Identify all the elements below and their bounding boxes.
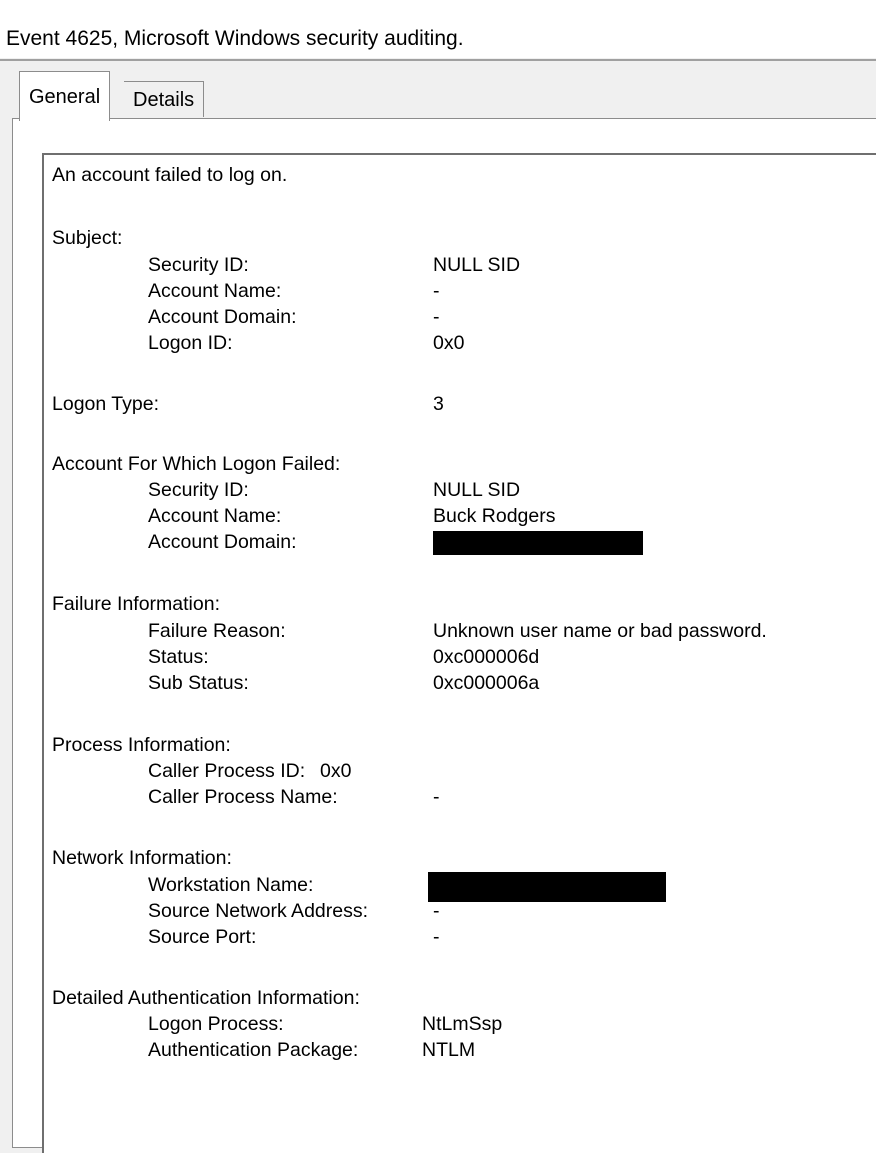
event-description-textbox[interactable]: [42, 153, 876, 1153]
workstation-name-redaction: [428, 872, 666, 902]
source-port-value: -: [433, 926, 440, 948]
source-network-address-label: Source Network Address:: [148, 900, 369, 922]
header-divider: [0, 59, 876, 61]
event-header: [0, 0, 876, 58]
failed-account-heading: Account For Which Logon Failed:: [52, 453, 341, 475]
network-info-heading: Network Information:: [52, 847, 232, 869]
failed-security-id-value: NULL SID: [433, 479, 521, 501]
logon-process-value: NtLmSsp: [422, 1013, 503, 1035]
failure-info-heading: Failure Information:: [52, 593, 220, 615]
event-title: Event 4625, Microsoft Windows security auditing.: [6, 27, 464, 50]
subject-account-name-value: -: [433, 280, 440, 302]
auth-package-value: NTLM: [422, 1039, 476, 1061]
failed-account-name-value: Buck Rodgers: [433, 505, 556, 527]
failure-status-label: Status:: [148, 646, 209, 668]
subject-account-name-label: Account Name:: [148, 280, 282, 302]
subject-security-id-label: Security ID:: [148, 254, 249, 276]
subject-logon-id-label: Logon ID:: [148, 332, 233, 354]
workstation-name-label: Workstation Name:: [148, 874, 314, 896]
failure-reason-value: Unknown user name or bad password.: [433, 620, 767, 642]
failed-account-domain-redaction: [433, 531, 643, 555]
logon-process-label: Logon Process:: [148, 1013, 284, 1035]
tab-general[interactable]: General: [19, 71, 110, 121]
caller-process-name-value: -: [433, 786, 440, 808]
source-port-label: Source Port:: [148, 926, 257, 948]
event-summary: An account failed to log on.: [52, 164, 288, 186]
logon-type-label: Logon Type:: [52, 393, 159, 415]
failed-security-id-label: Security ID:: [148, 479, 249, 501]
tab-details[interactable]: Details: [124, 81, 204, 117]
failure-reason-label: Failure Reason:: [148, 620, 286, 642]
failure-sub-status-value: 0xc000006a: [433, 672, 540, 694]
subject-security-id-value: NULL SID: [433, 254, 521, 276]
auth-package-label: Authentication Package:: [148, 1039, 359, 1061]
source-network-address-value: -: [433, 900, 440, 922]
process-info-heading: Process Information:: [52, 734, 231, 756]
failure-status-value: 0xc000006d: [433, 646, 540, 668]
subject-account-domain-label: Account Domain:: [148, 306, 297, 328]
subject-heading: Subject:: [52, 227, 123, 249]
caller-process-name-label: Caller Process Name:: [148, 786, 338, 808]
caller-process-id-label: Caller Process ID:: [148, 760, 306, 782]
subject-logon-id-value: 0x0: [433, 332, 465, 354]
failure-sub-status-label: Sub Status:: [148, 672, 249, 694]
failed-account-domain-label: Account Domain:: [148, 531, 297, 553]
failed-account-name-label: Account Name:: [148, 505, 282, 527]
auth-info-heading: Detailed Authentication Information:: [52, 987, 360, 1009]
subject-account-domain-value: -: [433, 306, 440, 328]
caller-process-id-value: 0x0: [320, 760, 352, 782]
logon-type-value: 3: [433, 393, 444, 415]
